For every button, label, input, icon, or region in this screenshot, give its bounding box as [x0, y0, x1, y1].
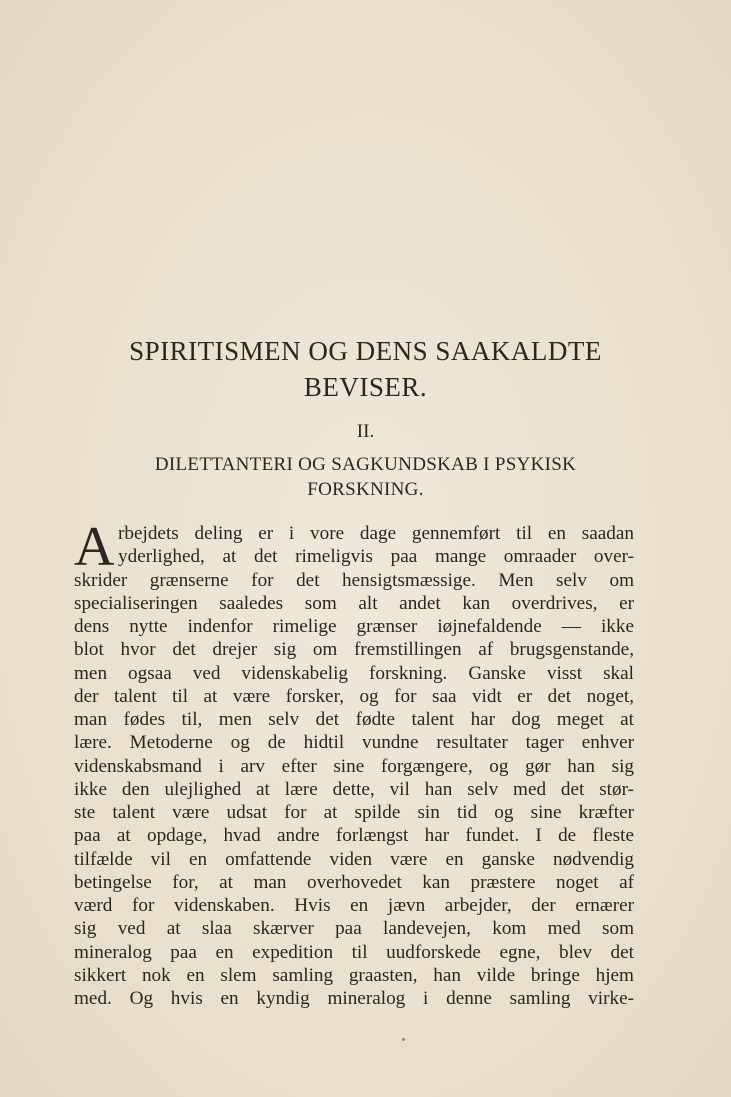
drop-cap: A	[74, 516, 115, 578]
body-line: dens nytte indenfor rimelige grænser iøjnefaldende — ikke	[74, 616, 634, 637]
subtitle-line-1: DILETTANTERI OG SAGKUNDSKAB I PSYKISK	[154, 454, 577, 475]
body-line: sig ved at slaa skærver paa landevejen, kom med som	[74, 918, 634, 940]
paper-speck	[402, 1038, 405, 1041]
body-line: mineralog paa en expedition til uudforskede egne, blev det	[74, 941, 634, 963]
part-number: II.	[356, 421, 375, 442]
body-line: der talent til at være forsker, og for saa vidt er det noget,	[74, 685, 634, 707]
body-line: ste talent være udsat for at spilde sin tid og sine kræfter	[74, 802, 634, 823]
body-line: ikke den ulejlighed at lære dette, vil han selv med det stør-	[74, 778, 634, 800]
body-line: yderlighed, at det rimeligvis paa mange omraader over-	[118, 546, 634, 568]
body-line: men ogsaa ved videnskabelig forskning. Ganske visst skal	[74, 662, 634, 684]
body-line: paa at opdage, hvad andre forlængst har fundet. I de fleste	[74, 825, 634, 847]
body-line: med. Og hvis en kyndig mineralog i denne samling virke-	[74, 988, 634, 1009]
body-paragraph	[74, 516, 634, 1010]
subtitle-line-2: FORSKNING.	[307, 479, 424, 500]
body-line: blot hvor det drejer sig om fremstillingen af brugsgenstande,	[74, 639, 634, 661]
section-subtitle	[90, 452, 641, 502]
body-line: rbejdets deling er i vore dage gennemført til en saadan	[118, 523, 634, 544]
body-line: man fødes til, men selv det fødte talent har dog meget at	[74, 709, 634, 730]
body-line: tilfælde vil en omfattende viden være en ganske nødvendig	[74, 848, 634, 870]
body-line: skrider grænserne for det hensigtsmæssige. Men selv om	[74, 569, 634, 591]
body-line: videnskabsmand i arv efter sine forgængere, og gør han sig	[74, 755, 634, 777]
title-line-1: SPIRITISMEN OG DENS SAAKALDTE	[129, 336, 602, 366]
body-line: værd for videnskaben. Hvis en jævn arbejder, der ernærer	[74, 895, 634, 916]
title-line-2: BEVISER.	[303, 372, 428, 402]
body-line: sikkert nok en slem samling graasten, han vilde bringe hjem	[74, 964, 634, 986]
article-title	[60, 333, 671, 405]
body-line: specialiseringen saaledes som alt andet kan overdrives, er	[74, 592, 634, 614]
body-line: betingelse for, at man overhovedet kan præstere noget af	[74, 871, 634, 893]
body-line: lære. Metoderne og de hidtil vundne resultater tager enhver	[74, 732, 634, 754]
